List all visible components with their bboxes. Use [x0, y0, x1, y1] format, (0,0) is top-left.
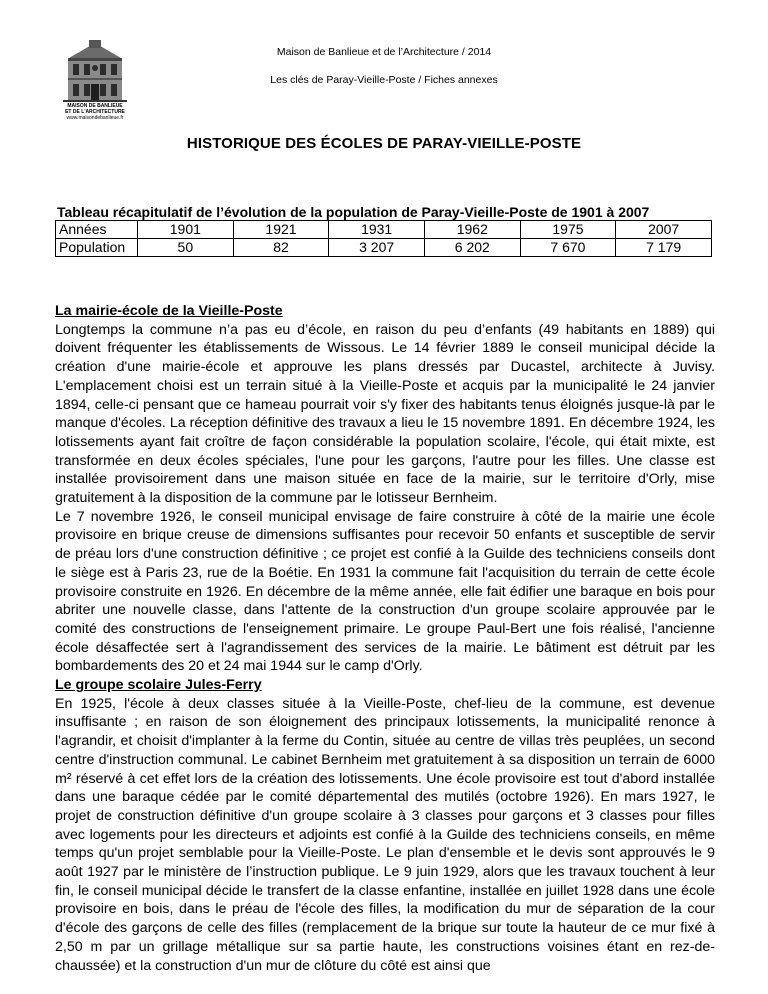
section-heading: Le groupe scolaire Jules-Ferry — [55, 677, 262, 693]
table-cell: 50 — [138, 239, 234, 257]
section-paragraph: En 1925, l'école à deux classes située à la Vieille-Poste, chef-lieu de la commune, est devenue insuffisante ; en raison de son éloignement des principaux lotissements, la municipalité renonce à l'agrandir, et choisit d'implanter à la ferme du Contin, située au centre de villas très peuplées, un second centre d'instruction communal. Le cabinet Bernheim met gratuitement à sa disposition un terrain de 6000 m² réservé à cet effet lors de la création des lotissements. Une école provisoire est tout d'abord installée dans une baraque cédée par le comité départemental des mutilés (octobre 1926). En mars 1927, le projet de construction définitive d'un groupe scolaire à 3 classes pour garçons et 3 classes pour filles avec logements pour les directeurs et adjoints est confié à la Guilde des techniciens conseils, en même temps qu'un projet semblable pour la Vieille-Poste. Le plan d'ensemble et le devis sont approuvés le 9 août 1927 par le ministère de l’instruction publique. Le 9 juin 1929, alors que les travaux touchent à leur fin, le conseil municipal décide le transfert de la classe enfantine, installée en juillet 1928 dans une école provisoire en bois, dans le préau de l'école des filles, la modification du mur de séparation de la cour d'école des garçons de celle des filles (remplacement de la brique sur toute la hauteur de ce mur fixé à 2,50 m par un grillage métallique sur sa partie haute, les constructions voisines étant en rez-de-chaussée) et la construction d'un mur de clôture du côté est ainsi que — [55, 695, 715, 974]
table-cell: 6 202 — [424, 239, 520, 257]
logo-caption — [50, 103, 140, 121]
logo-text-line2: ET DE L'ARCHITECTURE — [65, 109, 125, 115]
table-cell: 3 207 — [329, 239, 425, 257]
table-row-label: Années — [56, 221, 138, 239]
page-title: HISTORIQUE DES ÉCOLES DE PARAY-VIEILLE-POSTE — [186, 135, 582, 152]
header-line-2: Les clés de Paray-Vieille-Poste / Fiches annexes — [270, 74, 498, 86]
logo-url: www.maisondebanlieue.fr — [66, 115, 124, 121]
table-cell: 82 — [233, 239, 329, 257]
table-cell: 1931 — [329, 221, 425, 239]
header-line-1: Maison de Banlieue et de l’Architecture / 2014 — [276, 46, 492, 58]
table-row-population — [56, 239, 712, 257]
population-table — [55, 220, 712, 257]
section-jules-ferry — [55, 676, 715, 975]
table-caption: Tableau récapitulatif de l’évolution de la population de Paray-Vieille-Poste de 1901 à 2007 — [57, 204, 650, 220]
section-paragraph: Le 7 novembre 1926, le conseil municipal envisage de faire construire à côté de la mairie une école provisoire en brique creuse de dimensions suffisantes pour recevoir 50 enfants et susceptible de servir de préau lors d'une construction définitive ; ce projet est confié à la Guilde des techniciens conseils dont le siège est à Paris 23, rue de la Boétie. En 1931 la commune fait l'acquisition du terrain de cette école provisoire construite en 1926. En décembre de la même année, elle fait édifier une baraque en bois pour abriter une nouvelle classe, dans l'attente de la construction d'un groupe scolaire approuvée par le comité des constructions de l'enseignement primaire. Le groupe Paul-Bert une fois réalisé, l'ancienne école désaffectée sert à l'agrandissement des services de la mairie. Le bâtiment est détruit par les bombardements des 20 et 24 mai 1944 sur le camp d'Orly. — [55, 508, 715, 675]
section-mairie-ecole — [55, 302, 715, 676]
table-cell: 1962 — [424, 221, 520, 239]
section-heading: La mairie-école de la Vieille-Poste — [55, 303, 283, 319]
section-paragraph: Longtemps la commune n’a pas eu d’école, en raison du peu d’enfants (49 habitants en 1889) qui doivent fréquenter les établissements de Wissous. Le 14 février 1889 le conseil municipal décide la création d'une mairie-école et approuve les plans dressés par Ducastel, architecte à Juvisy. L'emplacement choisi est un terrain situé à la Vieille-Poste et acquis par la municipalité le 24 janvier 1894, celle-ci pensant que ce hameau pourrait voir s'y fixer des habitants tenus éloignés jusque-là par le manque d'écoles. La réception définitive des travaux a lieu le 15 novembre 1891. En décembre 1924, les lotissements ayant fait croître de façon considérable la population scolaire, l'école, qui était mixte, est transformée en deux écoles spéciales, l'une pour les garçons, l'autre pour les filles. Une classe est installée provisoirement dans une maison située en face de la mairie, sur le territoire d'Orly, mise gratuitement à la disposition de la commune par le lotisseur Bernheim. — [55, 321, 715, 507]
table-row-years — [56, 221, 712, 239]
table-cell: 7 670 — [520, 239, 616, 257]
table-cell: 1975 — [520, 221, 616, 239]
table-cell: 1901 — [138, 221, 234, 239]
table-cell: 2007 — [616, 221, 712, 239]
table-cell: 7 179 — [616, 239, 712, 257]
logo-text-line1: MAISON DE BANLIEUE — [67, 103, 123, 109]
table-row-label: Population — [56, 239, 138, 257]
page-header — [0, 38, 768, 94]
table-cell: 1921 — [233, 221, 329, 239]
